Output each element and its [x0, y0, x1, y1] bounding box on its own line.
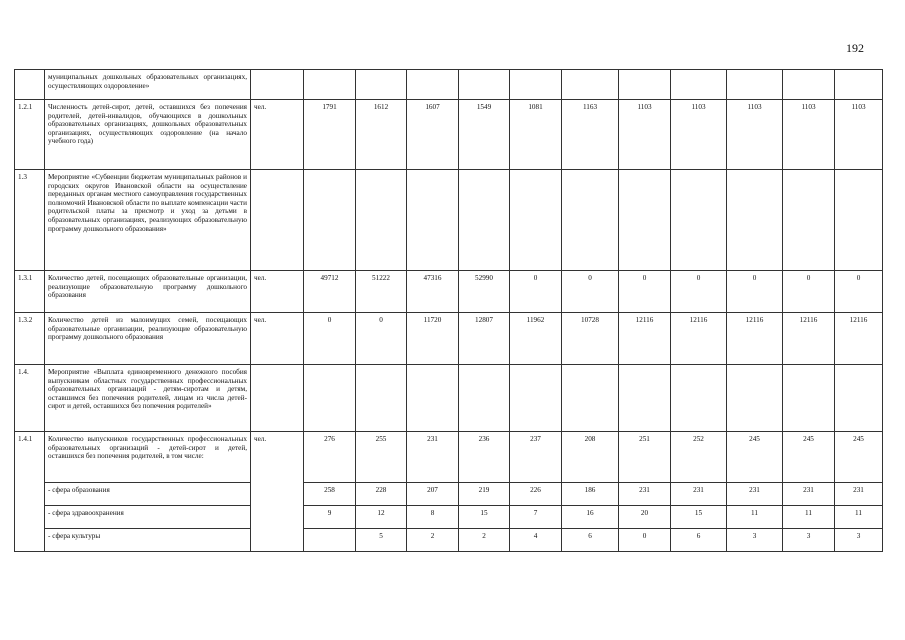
- table-row: [15, 483, 883, 506]
- row-value: 51222: [356, 271, 407, 313]
- row-value: 1163: [562, 100, 619, 170]
- row-value: 226: [510, 483, 562, 506]
- row-value: 208: [562, 432, 619, 483]
- row-value: [407, 365, 459, 432]
- row-value: 236: [459, 432, 510, 483]
- row-value: 12116: [619, 313, 671, 365]
- row-value: 11: [727, 506, 783, 529]
- row-unit: [251, 365, 304, 432]
- row-name: Мероприятие «Субвенции бюджетам муниципальных районов и городских округов Ивановской области на осуществление переданных органам местного самоуправления государственных полномочий Ивановской области по выплате компенсации части родительской платы за присмотр и уход за детьми в образовательных организациях, реализующих образовательную программу дошкольного образования»: [45, 170, 251, 271]
- row-value: [727, 365, 783, 432]
- row-value: 0: [562, 271, 619, 313]
- row-value: 11: [835, 506, 883, 529]
- table-row: [15, 529, 883, 552]
- row-value: 1103: [835, 100, 883, 170]
- row-value: 12: [356, 506, 407, 529]
- row-value: [671, 170, 727, 271]
- row-value: [562, 170, 619, 271]
- row-name: Мероприятие «Выплата единовременного денежного пособия выпускникам областных государственных профессиональных образовательных организаций - детям-сиротам и детям, оставшимся без попечения родителей, лицам из числа детей-сирот и детей, оставшихся без попечения родителей»: [45, 365, 251, 432]
- row-value: 1791: [304, 100, 356, 170]
- row-value: [835, 70, 883, 100]
- row-value: [835, 170, 883, 271]
- row-value: 47316: [407, 271, 459, 313]
- row-unit: чел.: [251, 271, 304, 313]
- row-value: 207: [407, 483, 459, 506]
- row-value: 12116: [671, 313, 727, 365]
- row-value: 2: [459, 529, 510, 552]
- row-code: [15, 70, 45, 100]
- row-value: 0: [304, 313, 356, 365]
- row-unit: [251, 70, 304, 100]
- row-value: 231: [727, 483, 783, 506]
- row-value: 11: [783, 506, 835, 529]
- row-value: 1081: [510, 100, 562, 170]
- row-unit: [251, 170, 304, 271]
- row-code: 1.2.1: [15, 100, 45, 170]
- table-row: [15, 313, 883, 365]
- row-value: [407, 70, 459, 100]
- row-value: [562, 365, 619, 432]
- table-row: [15, 506, 883, 529]
- row-value: 231: [407, 432, 459, 483]
- row-value: 1103: [619, 100, 671, 170]
- row-value: 11962: [510, 313, 562, 365]
- row-value: 1549: [459, 100, 510, 170]
- row-value: 186: [562, 483, 619, 506]
- row-name: Количество детей из малоимущих семей, посещающих образовательные организации, реализующие образовательную программу дошкольного образования: [45, 313, 251, 365]
- row-value: [459, 170, 510, 271]
- row-value: 3: [835, 529, 883, 552]
- row-value: 1103: [671, 100, 727, 170]
- row-value: 0: [727, 271, 783, 313]
- row-value: [562, 70, 619, 100]
- row-value: 5: [356, 529, 407, 552]
- row-value: 231: [783, 483, 835, 506]
- row-value: [459, 365, 510, 432]
- row-name: Количество выпускников государственных профессиональных образовательных организаций - детей-сирот и детей, оставшихся без попечения родителей, в том числе:: [45, 432, 251, 483]
- row-value: 7: [510, 506, 562, 529]
- row-value: 252: [671, 432, 727, 483]
- table-row: [15, 100, 883, 170]
- row-value: 52990: [459, 271, 510, 313]
- row-value: [304, 170, 356, 271]
- row-code: 1.3.1: [15, 271, 45, 313]
- row-value: [619, 365, 671, 432]
- row-value: 228: [356, 483, 407, 506]
- row-value: 10728: [562, 313, 619, 365]
- row-code: 1.3: [15, 170, 45, 271]
- row-value: [835, 365, 883, 432]
- row-value: 3: [783, 529, 835, 552]
- row-name: Количество детей, посещающих образовательные организации, реализующие образовательную программу дошкольного образования: [45, 271, 251, 313]
- row-value: 1607: [407, 100, 459, 170]
- row-name: - сфера здравоохранения: [45, 506, 251, 529]
- row-value: 1103: [783, 100, 835, 170]
- row-value: 1103: [727, 100, 783, 170]
- row-value: [783, 170, 835, 271]
- row-value: 6: [671, 529, 727, 552]
- row-value: 231: [835, 483, 883, 506]
- row-name: - сфера образования: [45, 483, 251, 506]
- row-value: 0: [619, 529, 671, 552]
- row-value: 8: [407, 506, 459, 529]
- row-value: 0: [510, 271, 562, 313]
- row-value: 231: [671, 483, 727, 506]
- row-value: [407, 170, 459, 271]
- row-code: 1.4.1: [15, 432, 45, 552]
- row-value: [510, 365, 562, 432]
- row-value: 20: [619, 506, 671, 529]
- row-value: 15: [459, 506, 510, 529]
- page-number: 192: [846, 41, 864, 55]
- row-value: 11720: [407, 313, 459, 365]
- row-value: 12807: [459, 313, 510, 365]
- row-name: - сфера культуры: [45, 529, 251, 552]
- row-value: 245: [783, 432, 835, 483]
- row-value: [510, 170, 562, 271]
- row-name: Численность детей-сирот, детей, оставшихся без попечения родителей, детей-инвалидов, обучающихся в дошкольных образовательных организациях, дошкольных образовательных организациях, осуществляющих оздоровление (на начало учебного года): [45, 100, 251, 170]
- row-value: [510, 70, 562, 100]
- row-value: 0: [619, 271, 671, 313]
- row-code: 1.3.2: [15, 313, 45, 365]
- row-value: 15: [671, 506, 727, 529]
- row-value: [619, 70, 671, 100]
- row-unit: чел.: [251, 100, 304, 170]
- row-value: [619, 170, 671, 271]
- row-value: [356, 170, 407, 271]
- row-name: муниципальных дошкольных образовательных организациях, осуществляющих оздоровление»: [45, 70, 251, 100]
- row-value: 4: [510, 529, 562, 552]
- row-unit: чел.: [251, 432, 304, 552]
- row-value: 12116: [783, 313, 835, 365]
- row-value: 255: [356, 432, 407, 483]
- row-value: [459, 70, 510, 100]
- row-value: 258: [304, 483, 356, 506]
- row-value: 237: [510, 432, 562, 483]
- row-value: 0: [356, 313, 407, 365]
- row-value: 49712: [304, 271, 356, 313]
- row-value: 0: [835, 271, 883, 313]
- row-value: 9: [304, 506, 356, 529]
- row-value: [304, 529, 356, 552]
- row-value: 6: [562, 529, 619, 552]
- table-row: [15, 271, 883, 313]
- row-value: [727, 170, 783, 271]
- row-value: [304, 70, 356, 100]
- row-value: [304, 365, 356, 432]
- row-value: 231: [619, 483, 671, 506]
- row-value: [783, 70, 835, 100]
- row-value: 276: [304, 432, 356, 483]
- row-value: [671, 365, 727, 432]
- row-value: [671, 70, 727, 100]
- row-value: [356, 365, 407, 432]
- row-value: 2: [407, 529, 459, 552]
- row-value: [783, 365, 835, 432]
- row-value: 12116: [727, 313, 783, 365]
- row-value: 0: [783, 271, 835, 313]
- row-value: 245: [835, 432, 883, 483]
- row-value: 245: [727, 432, 783, 483]
- row-unit: чел.: [251, 313, 304, 365]
- row-value: [727, 70, 783, 100]
- row-value: 16: [562, 506, 619, 529]
- row-value: 1612: [356, 100, 407, 170]
- table-row: [15, 170, 883, 271]
- row-value: 3: [727, 529, 783, 552]
- table-row: [15, 70, 883, 100]
- indicators-table: [14, 69, 883, 552]
- row-value: 0: [671, 271, 727, 313]
- row-value: 251: [619, 432, 671, 483]
- row-value: 12116: [835, 313, 883, 365]
- table-row: [15, 365, 883, 432]
- row-code: 1.4.: [15, 365, 45, 432]
- row-value: [356, 70, 407, 100]
- table-row: [15, 432, 883, 483]
- row-value: 219: [459, 483, 510, 506]
